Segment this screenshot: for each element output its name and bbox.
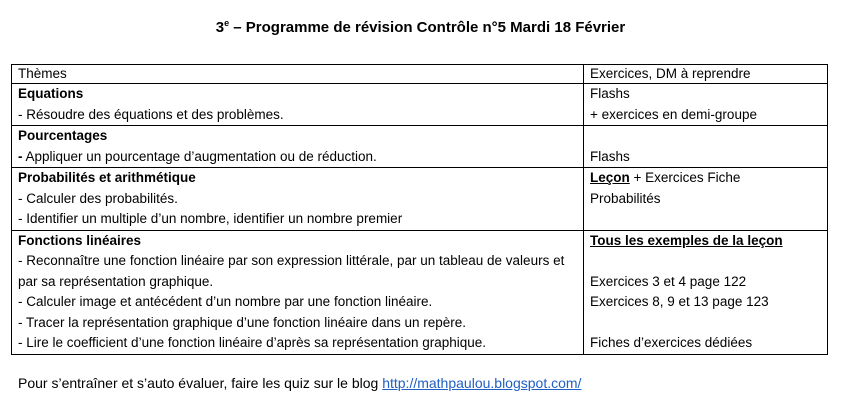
table-row-fonctions xyxy=(12,230,828,354)
header-themes: Thèmes xyxy=(12,65,584,84)
theme-item-line xyxy=(18,147,583,168)
revision-table xyxy=(11,64,828,355)
theme-cell xyxy=(12,230,584,354)
table-header-row xyxy=(12,65,828,84)
exercise-item-line xyxy=(590,168,827,189)
title-text: – Programme de révision Contrôle n°5 Mardi 18 Février xyxy=(229,19,626,36)
theme-title: Pourcentages xyxy=(18,128,108,143)
theme-cell xyxy=(12,126,584,168)
table-row-pourcentages xyxy=(12,126,828,168)
theme-item: Appliquer un pourcentage d’augmentation ou de réduction. xyxy=(22,148,377,164)
exercise-lead: Tous les exemples de la leçon xyxy=(590,232,783,248)
footer-note xyxy=(18,374,581,392)
theme-item: - Calculer des probabilités. xyxy=(18,190,178,206)
title-grade-suffix: e xyxy=(224,18,230,28)
spacer xyxy=(590,126,827,147)
exercise-item: Exercices 8, 9 et 13 page 123 xyxy=(590,294,769,309)
theme-item: - Lire le coefficient d’une fonction linéaire d’après sa représentation graphique. xyxy=(18,335,487,350)
exercise-item: Exercices 3 et 4 page 122 xyxy=(590,273,747,289)
table-row-equations xyxy=(12,84,828,126)
exercises-cell xyxy=(584,230,828,354)
exercise-item: + exercices en demi-groupe xyxy=(590,106,757,122)
exercise-item: Probabilités xyxy=(590,190,661,206)
footer-text: Pour s’entraîner et s’auto évaluer, faire les quiz sur le blog xyxy=(18,375,383,391)
theme-title: Equations xyxy=(18,86,84,101)
theme-item: - Calculer image et antécédent d’un nombre par une fonction linéaire. xyxy=(18,294,433,309)
theme-item: - Reconnaître une fonction linéaire par son expression littérale, par un tableau de valeurs et par sa représentation graphique. xyxy=(18,253,565,289)
exercises-cell xyxy=(584,168,828,231)
theme-title: Fonctions linéaires xyxy=(18,232,142,248)
table-row-probabilites xyxy=(12,168,828,231)
blog-link[interactable]: http://mathpaulou.blogspot.com/ xyxy=(382,375,582,391)
exercise-item: Fiches d’exercices dédiées xyxy=(590,335,753,350)
exercise-item: Flashs xyxy=(590,86,630,101)
exercises-cell xyxy=(584,84,828,126)
page-title xyxy=(0,18,841,38)
theme-item: - Identifier un multiple d’un nombre, identifier un nombre premier xyxy=(18,211,403,226)
exercise-item: + Exercices Fiche xyxy=(629,170,741,185)
theme-cell xyxy=(12,84,584,126)
lecon-label: Leçon xyxy=(590,170,630,185)
header-exercises: Exercices, DM à reprendre xyxy=(584,65,828,84)
theme-item: - Résoudre des équations et des problèmes. xyxy=(18,106,284,122)
title-grade: 3 xyxy=(215,19,225,36)
spacer xyxy=(590,313,827,334)
exercises-cell xyxy=(584,126,828,168)
spacer xyxy=(590,251,827,272)
exercise-item: Flashs xyxy=(590,148,630,164)
theme-item-prefix: - xyxy=(18,148,23,164)
theme-item: - Tracer la représentation graphique d’une fonction linéaire dans un repère. xyxy=(18,314,467,330)
theme-cell xyxy=(12,168,584,231)
theme-title: Probabilités et arithmétique xyxy=(18,170,196,185)
